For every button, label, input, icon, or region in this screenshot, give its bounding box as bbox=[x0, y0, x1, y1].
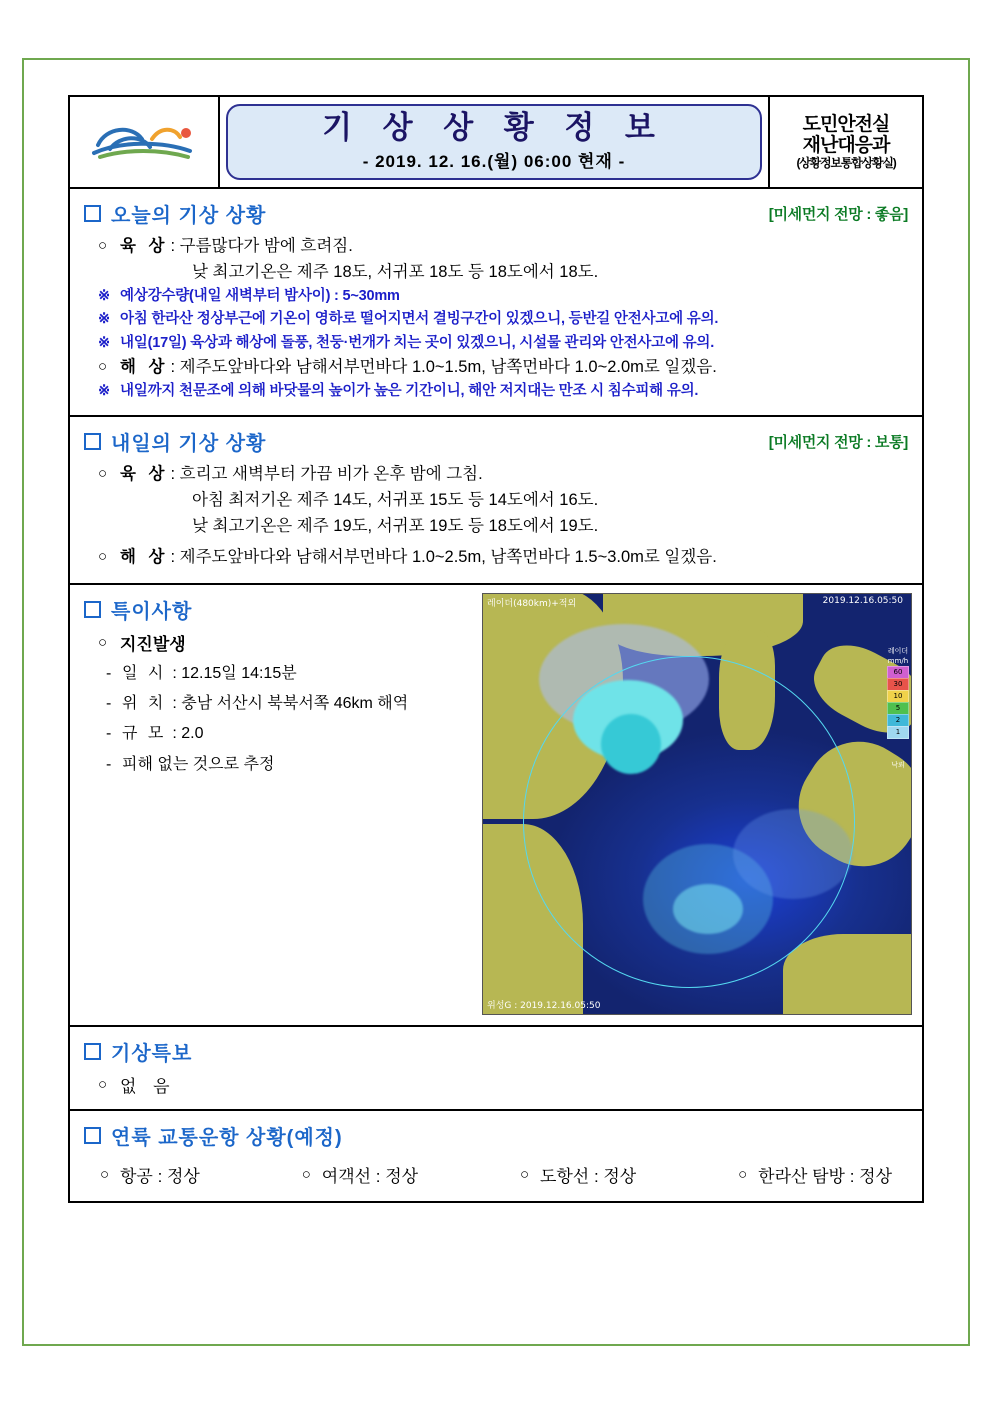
traffic-item-hallasan-label: 한라산 탐방 : 정상 bbox=[758, 1166, 892, 1186]
today-land-text: : 구름많다가 밤에 흐려짐. bbox=[170, 237, 353, 255]
radar-range-circle bbox=[523, 656, 855, 988]
section-traffic bbox=[70, 1111, 922, 1201]
circle-bullet-icon: ○ bbox=[98, 357, 108, 375]
circle-bullet-icon: ○ bbox=[98, 548, 108, 566]
circle-bullet-icon: ○ bbox=[98, 465, 108, 483]
circle-bullet-icon: ○ bbox=[98, 1075, 108, 1093]
traffic-item-island-boat bbox=[520, 1162, 636, 1187]
tomorrow-land-text: : 흐리고 새벽부터 가끔 비가 온후 밤에 그침. bbox=[170, 465, 483, 484]
section-today-title: 오늘의 기상 상황 bbox=[111, 205, 267, 227]
special-right bbox=[478, 585, 922, 1025]
asterisk-icon: ※ bbox=[98, 288, 110, 305]
checkbox-icon bbox=[84, 1127, 101, 1144]
today-sea-row bbox=[84, 355, 908, 381]
today-sea-note-text: 내일까지 천문조에 의해 바닷물의 높이가 높은 기간이니, 해안 저지대는 만조 시 침수피해 유의. bbox=[120, 383, 699, 400]
jeju-logo bbox=[90, 119, 198, 165]
section-today-head bbox=[84, 199, 908, 228]
radar-legend-item-10: 10 bbox=[887, 690, 909, 703]
radar-legend bbox=[887, 646, 909, 770]
radar-top-label: 레이더(480km)+적외 bbox=[487, 598, 577, 609]
section-warning-title-wrap bbox=[84, 1037, 192, 1066]
special-item-3-value: 피해 없는 것으로 추정 bbox=[122, 755, 275, 773]
today-sea-note bbox=[84, 380, 908, 403]
warning-none-label: 없 음 bbox=[120, 1076, 176, 1096]
today-note-2-text: 내일(17일) 육상과 해상에 돌풍, 천둥·번개가 치는 곳이 있겠으니, 시설물 관리와 안전사고에 유의. bbox=[120, 334, 715, 351]
dash-icon: - bbox=[106, 695, 112, 713]
radar-legend-item-2: 2 bbox=[887, 714, 909, 727]
today-land-label: 육 상 bbox=[120, 237, 169, 255]
radar-legend-item-5: 5 bbox=[887, 702, 909, 715]
section-traffic-title-wrap bbox=[84, 1121, 343, 1150]
traffic-item-ferry bbox=[302, 1162, 418, 1187]
special-item-0 bbox=[84, 659, 464, 689]
today-note-1 bbox=[84, 308, 908, 331]
radar-top-time: 2019.12.16.05:50 bbox=[822, 595, 903, 606]
tomorrow-land-label: 육 상 bbox=[120, 465, 169, 484]
radar-satellite-image bbox=[482, 593, 912, 1015]
dash-icon: - bbox=[106, 755, 112, 773]
tomorrow-dust-badge: [미세먼지 전망 : 보통] bbox=[768, 434, 908, 452]
document-header bbox=[70, 97, 922, 189]
radar-land-taiwan bbox=[783, 934, 912, 1015]
section-special bbox=[70, 585, 922, 1027]
traffic-row bbox=[84, 1156, 908, 1189]
circle-bullet-icon: ○ bbox=[100, 1165, 110, 1183]
tomorrow-sea-row bbox=[84, 545, 908, 571]
circle-bullet-icon: ○ bbox=[98, 237, 108, 254]
tomorrow-land-text3: 낮 최고기온은 제주 19도, 서귀포 19도 등 18도에서 19도. bbox=[192, 516, 599, 535]
asterisk-icon: ※ bbox=[98, 311, 110, 328]
today-land-row bbox=[84, 234, 908, 260]
radar-legend-item-60: 60 bbox=[887, 666, 909, 679]
today-land-text2: 낮 최고기온은 제주 18도, 서귀포 18도 등 18도에서 18도. bbox=[192, 262, 599, 281]
special-item-0-label: 일 시 bbox=[122, 664, 167, 682]
document-datetime: - 2019. 12. 16.(월) 06:00 현재 - bbox=[362, 151, 626, 171]
department-line-3: (상황정보통합상황실) bbox=[796, 156, 896, 171]
radar-legend-unit: mm/h bbox=[887, 656, 909, 665]
department-cell bbox=[768, 97, 922, 187]
tomorrow-sea-text: : 제주도앞바다와 남해서부먼바다 1.0~2.5m, 남쪽먼바다 1.5~3.0m로 일겠음. bbox=[170, 548, 717, 567]
asterisk-icon: ※ bbox=[98, 383, 110, 400]
special-item-2-value: : 2.0 bbox=[172, 725, 204, 743]
today-note-1-text: 아침 한라산 정상부근에 기온이 영하로 떨어지면서 결빙구간이 있겠으니, 등반길 안전사고에 유의. bbox=[120, 311, 719, 328]
circle-bullet-icon: ○ bbox=[738, 1165, 748, 1183]
radar-legend-item-30: 30 bbox=[887, 678, 909, 691]
section-today-title-wrap bbox=[84, 199, 266, 228]
section-special-title-wrap bbox=[84, 595, 192, 624]
special-item-2-label: 규 모 bbox=[122, 725, 167, 743]
special-left bbox=[70, 585, 478, 1025]
today-note-2 bbox=[84, 332, 908, 355]
checkbox-icon bbox=[84, 601, 101, 618]
today-dust-badge: [미세먼지 전망 : 좋음] bbox=[768, 206, 908, 223]
section-special-title: 특이사항 bbox=[111, 600, 193, 623]
jeju-logo-icon bbox=[90, 119, 198, 165]
section-special-head bbox=[84, 595, 464, 624]
special-item-3 bbox=[84, 750, 464, 780]
checkbox-icon bbox=[84, 433, 101, 450]
special-subtitle-row bbox=[84, 630, 464, 655]
traffic-item-air-label: 항공 : 정상 bbox=[120, 1166, 200, 1186]
document-title: 기 상 상 황 정 보 bbox=[322, 110, 666, 146]
traffic-item-hallasan bbox=[738, 1162, 892, 1187]
section-traffic-head bbox=[84, 1121, 908, 1150]
department-line-2: 재난대응과 bbox=[802, 134, 890, 156]
traffic-item-island-boat-label: 도항선 : 정상 bbox=[539, 1166, 637, 1186]
radar-legend-item-1: 1 bbox=[887, 726, 909, 739]
special-subtitle: 지진발생 bbox=[120, 634, 186, 654]
tomorrow-land-text2: 아침 최저기온 제주 14도, 서귀포 15도 등 14도에서 16도. bbox=[192, 491, 599, 509]
radar-legend-title: 레이더 bbox=[887, 646, 909, 655]
checkbox-icon bbox=[84, 1043, 101, 1060]
title-cell bbox=[220, 97, 768, 187]
special-item-0-value: : 12.15일 14:15분 bbox=[172, 664, 297, 682]
special-item-1-value: : 충남 서산시 북북서쪽 46km 해역 bbox=[172, 695, 409, 713]
section-warning-title: 기상특보 bbox=[111, 1042, 193, 1065]
checkbox-icon bbox=[84, 205, 101, 222]
asterisk-icon: ※ bbox=[98, 334, 110, 351]
section-tomorrow bbox=[70, 417, 922, 584]
today-note-0 bbox=[84, 285, 908, 308]
logo-cell bbox=[70, 97, 220, 187]
circle-bullet-icon: ○ bbox=[301, 1165, 311, 1183]
section-traffic-title: 연륙 교통운항 상황(예정) bbox=[111, 1126, 343, 1149]
today-sea-text: : 제주도앞바다와 남해서부먼바다 1.0~1.5m, 남쪽먼바다 1.0~2.0m로 일겠음. bbox=[170, 357, 717, 376]
title-box bbox=[226, 104, 762, 180]
today-sea-label: 해 상 bbox=[120, 357, 169, 376]
special-item-1-label: 위 치 bbox=[122, 695, 167, 713]
today-note-0-text: 예상강수량(내일 새벽부터 밤사이) : 5~30mm bbox=[120, 288, 400, 305]
section-tomorrow-head bbox=[84, 427, 908, 456]
department-line-1: 도민안전실 bbox=[802, 113, 890, 135]
section-warning-head bbox=[84, 1037, 908, 1066]
warning-none-row bbox=[84, 1072, 908, 1097]
section-tomorrow-title-wrap bbox=[84, 427, 266, 456]
section-tomorrow-title: 내일의 기상 상황 bbox=[111, 433, 267, 456]
circle-bullet-icon: ○ bbox=[98, 633, 108, 651]
report-sheet bbox=[68, 95, 924, 1203]
dash-icon: - bbox=[106, 664, 112, 682]
traffic-item-air bbox=[100, 1162, 200, 1187]
radar-bottom-label: 위성G : 2019.12.16.05:50 bbox=[487, 1000, 601, 1011]
traffic-item-ferry-label: 여객선 : 정상 bbox=[321, 1166, 419, 1186]
special-item-2 bbox=[84, 719, 464, 749]
tomorrow-sea-label: 해 상 bbox=[120, 548, 169, 567]
radar-legend-lightning-label: 낙뢰 bbox=[891, 760, 905, 769]
circle-bullet-icon: ○ bbox=[519, 1165, 530, 1183]
section-today bbox=[70, 189, 922, 417]
special-item-1 bbox=[84, 689, 464, 719]
section-warning bbox=[70, 1027, 922, 1111]
dash-icon: - bbox=[106, 725, 112, 743]
tomorrow-land-row bbox=[84, 462, 908, 488]
